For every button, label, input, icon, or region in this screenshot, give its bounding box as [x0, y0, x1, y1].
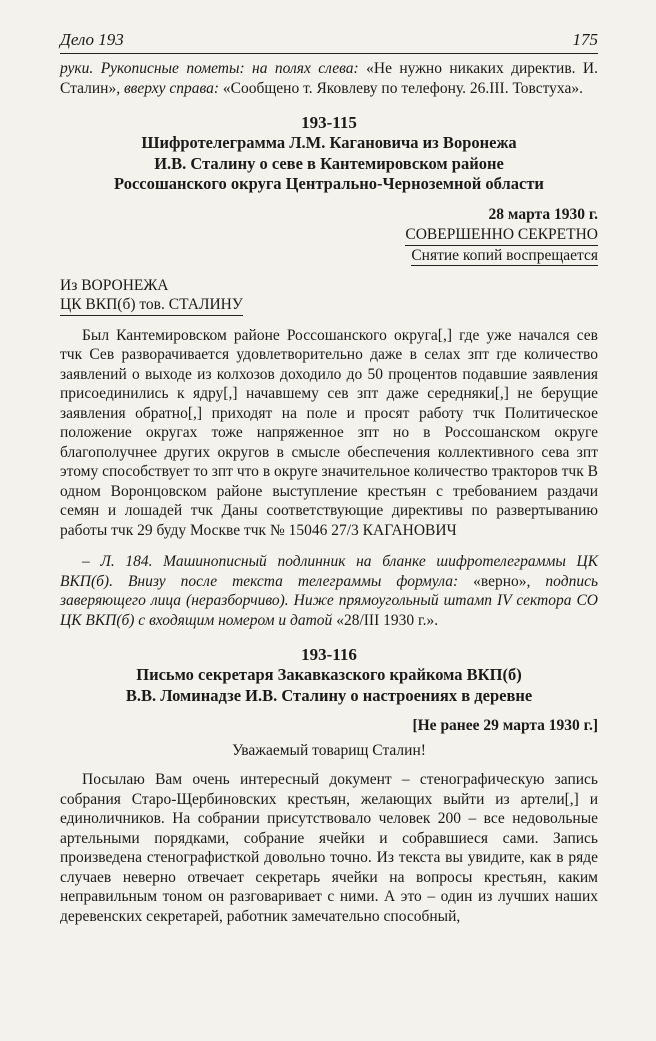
doc1-note-mid: , подпись заверяющего лица (неразборчиво). Ниже прямоугольный штамп IV сектора СО ЦК ВКП(б) с входящим номером и датой — [60, 572, 598, 629]
doc2-greeting: Уважаемый товарищ Сталин! — [232, 742, 426, 759]
doc1-address — [60, 276, 598, 316]
doc2-title-line-2: В.В. Ломинадзе И.В. Сталину о настроениях в деревне — [125, 685, 533, 705]
header-case-title: Дело 193 — [60, 30, 124, 49]
doc1-note-quote-1: «верно» — [473, 572, 527, 590]
doc1-to: ЦК ВКП(б) тов. СТАЛИНУ — [60, 295, 243, 316]
doc2-date: [Не ранее 29 марта 1930 г.] — [412, 717, 598, 734]
doc1-body: Был Кантемировском районе Россошанского округа[,] где уже начался сев тчк Сев разворачивается удовлетворительно даже в селах зпт где количество заявлений о выходе из колхозов доходило до 50 процентов подавшие заявления присоединились к ядру[,] начавшему сев зпт даже середняки[,] не берущие заявления обратно[,] приходят на поле и просят работу тчк Политическое положение округах тоже напряженное зпт но в Россошанском округе благополучнее других округов в смысле обеспечения коллективного сева зпт этому способствует то зпт что в округе значительное количество тракторов тчк В одном Воронцовском районе выступление крестьян с требованием раздачи семян и лошадей тчк Даны соответствующие директивы по развертыванию работы тчк 29 буду Москве тчк № 15046 27/3 КАГАНОВИЧ — [60, 326, 598, 539]
doc1-note-lead: – Л. 184. Машинописный подлинник на бланке шифротелеграммы ЦК ВКП(б). Внизу после текста телеграммы формула: — [60, 553, 598, 590]
running-header — [60, 30, 598, 54]
secrecy-stamp-title: СОВЕРШЕННО СЕКРЕТНО — [405, 225, 598, 246]
secrecy-stamp — [60, 225, 598, 266]
doc2-title-line-1: Письмо секретаря Закавказского крайкома ВКП(б) — [136, 665, 522, 684]
intro-note — [60, 59, 598, 98]
doc1-from: Из ВОРОНЕЖА — [60, 276, 169, 294]
doc1-number: 193-115 — [301, 113, 357, 132]
doc1-title-line-2: И.В. Сталину о севе в Кантемировском районе — [154, 153, 504, 173]
intro-note-quote-1: «Не нужно никаких директив. И. Сталин» — [60, 60, 598, 97]
doc1-date: 28 марта 1930 г. — [488, 205, 598, 223]
secrecy-stamp-subtitle: Снятие копий воспрещается — [411, 246, 598, 264]
doc1-note-quote-2: «28/III 1930 г.». — [336, 611, 439, 629]
doc2-body: Посылаю Вам очень интересный документ – стенографическую запись собрания Старо-Щербиновских крестьян, желающих выйти из артели[,] и единоличников. На собрании присутствовало человек 200 – все недовольные артельными порядками, собрание ячейки и собравшиеся сами. Запись произведена стенографисткой довольно точно. Из текста вы увидите, как в ряде случаев неверно отвечает секретарь ячейки на вопросы крестьян, каким неправильным тоном он разговаривает с ними. А это – один из лучших наших деревенских секретарей, работник замечательно способный, — [60, 771, 598, 925]
intro-note-mid: , вверху справа: — [116, 79, 223, 97]
doc2-number: 193-116 — [301, 645, 357, 664]
intro-note-quote-2: «Сообщено т. Яковлеву по телефону. 26.III. Товстуха». — [222, 79, 583, 97]
doc1-archival-note — [60, 552, 598, 630]
doc1-title-line-1: Шифротелеграмма Л.М. Кагановича из Воронежа — [141, 133, 517, 152]
doc1-title-line-3: Россошанского округа Центрально-Черноземной области — [114, 174, 544, 193]
page-number: 175 — [572, 30, 598, 49]
intro-note-lead: руки. Рукописные пометы: на полях слева: — [60, 60, 367, 77]
